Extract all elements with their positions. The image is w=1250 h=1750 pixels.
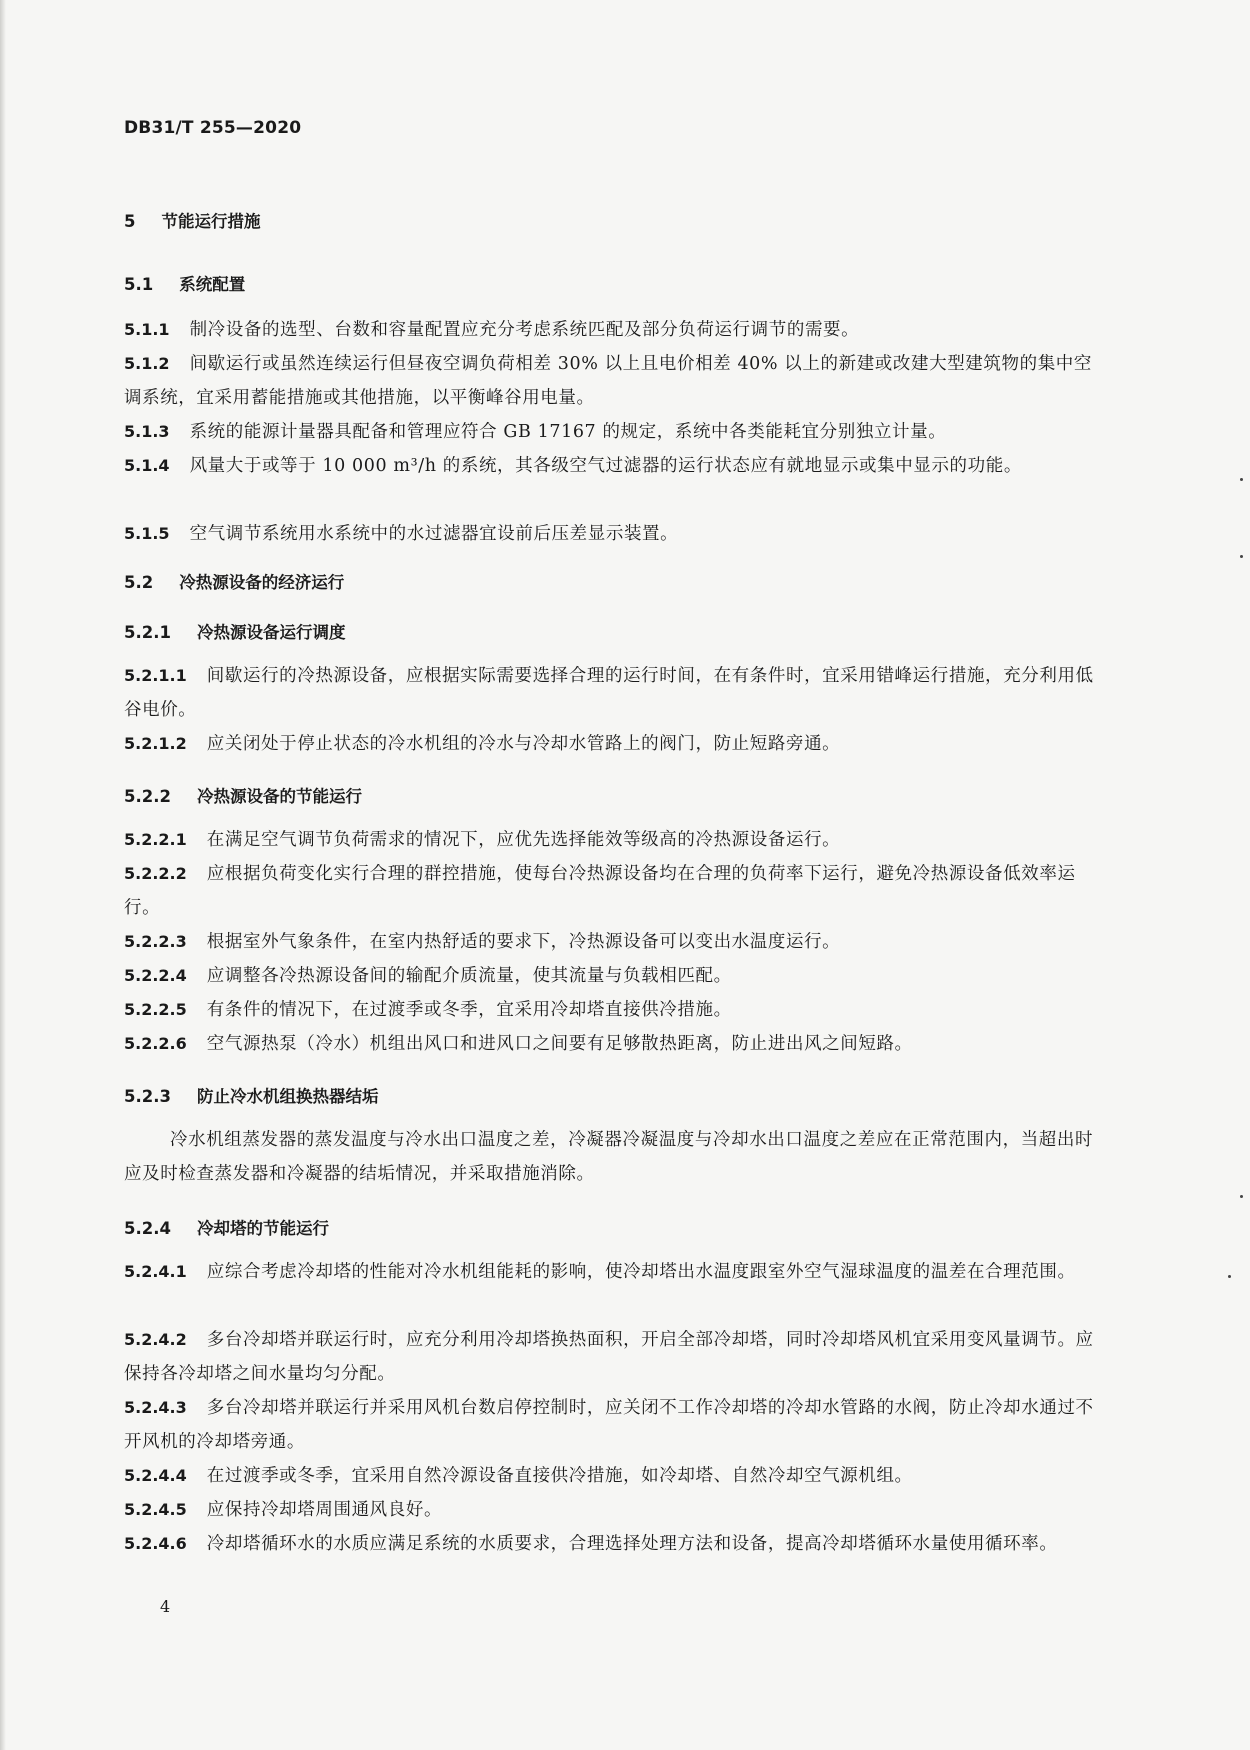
- section-number: 5.2.1: [124, 623, 171, 642]
- clause-5-2-4-2: [124, 1323, 1094, 1391]
- document-code: DB31/T 255—2020: [124, 118, 302, 138]
- scan-speck: [1240, 1195, 1243, 1198]
- scan-speck: [1228, 1275, 1231, 1278]
- clause-text: 冷却塔循环水的水质应满足系统的水质要求，合理选择处理方法和设备，提高冷却塔循环水量使用循环率。: [206, 1534, 1058, 1554]
- clause-number: 5.2.2.2: [124, 864, 187, 883]
- clause-5-1-5: [124, 517, 1094, 551]
- clause-5-2-2-4: [124, 959, 1094, 993]
- section-5-2-1-heading: [124, 619, 345, 643]
- clause-text: 应调整各冷热源设备间的输配介质流量，使其流量与负载相匹配。: [206, 966, 732, 986]
- section-title: 冷热源设备的节能运行: [196, 787, 362, 806]
- clause-5-2-4-6: [124, 1527, 1094, 1561]
- clause-5-2-2-2: [124, 857, 1094, 925]
- clause-number: 5.2.1.2: [124, 734, 187, 753]
- clause-number: 5.2.1.1: [124, 666, 187, 685]
- section-5-2-heading: [124, 569, 344, 593]
- section-5-heading: [124, 208, 260, 232]
- section-number: 5.2: [124, 573, 154, 592]
- section-number: 5.2.2: [124, 787, 171, 806]
- section-title: 节能运行措施: [161, 212, 261, 231]
- clause-number: 5.2.4.3: [124, 1398, 187, 1417]
- paragraph-5-2-3: 冷水机组蒸发器的蒸发温度与冷水出口温度之差，冷凝器冷凝温度与冷却水出口温度之差应在正常范围内，当超出时应及时检查蒸发器和冷凝器的结垢情况，并采取措施消除。: [124, 1130, 1094, 1184]
- clause-number: 5.1.4: [124, 456, 170, 475]
- clause-text: 空气源热泵（冷水）机组出风口和进风口之间要有足够散热距离，防止进出风之间短路。: [206, 1034, 913, 1054]
- clause-number: 5.2.2.6: [124, 1034, 187, 1053]
- section-title: 系统配置: [179, 275, 246, 294]
- clause-number: 5.2.4.1: [124, 1262, 187, 1281]
- clause-5-2-1-2: [124, 727, 1094, 761]
- clause-text: 系统的能源计量器具配备和管理应符合 GB 17167 的规定，系统中各类能耗宜分别独立计量。: [189, 422, 947, 442]
- clause-5-1-1: [124, 313, 1094, 347]
- clause-5-2-1-1: [124, 659, 1094, 727]
- clause-5-1-2: [124, 347, 1094, 415]
- clause-text: 在过渡季或冬季，宜采用自然冷源设备直接供冷措施，如冷却塔、自然冷却空气源机组。: [206, 1466, 913, 1486]
- section-5-2-4-heading: [124, 1215, 329, 1239]
- section-number: 5.2.4: [124, 1219, 171, 1238]
- clause-text: 有条件的情况下，在过渡季或冬季，宜采用冷却塔直接供冷措施。: [206, 1000, 732, 1020]
- clause-number: 5.1.1: [124, 320, 170, 339]
- clause-5-1-3: [124, 415, 1094, 449]
- clause-5-2-2-5: [124, 993, 1094, 1027]
- clause-number: 5.1.2: [124, 354, 170, 373]
- clause-text: 多台冷却塔并联运行并采用风机台数启停控制时，应关闭不工作冷却塔的冷却水管路的水阀，防止冷却水通过不开风机的冷却塔旁通。: [124, 1398, 1094, 1452]
- clause-text: 应保持冷却塔周围通风良好。: [206, 1500, 443, 1520]
- scan-speck: [1240, 555, 1243, 558]
- clause-number: 5.2.4.4: [124, 1466, 187, 1485]
- clause-number: 5.2.2.4: [124, 966, 187, 985]
- clause-5-2-2-1: [124, 823, 1094, 857]
- section-title: 冷热源设备的经济运行: [179, 573, 345, 592]
- section-number: 5: [124, 212, 136, 231]
- scan-speck: [1240, 478, 1243, 481]
- clause-number: 5.2.2.5: [124, 1000, 187, 1019]
- clause-text: 多台冷却塔并联运行时，应充分利用冷却塔换热面积，开启全部冷却塔，同时冷却塔风机宜采用变风量调节。应保持各冷却塔之间水量均匀分配。: [124, 1330, 1094, 1384]
- section-5-2-2-heading: [124, 783, 362, 807]
- clause-5-2-2-6: [124, 1027, 1094, 1061]
- section-number: 5.2.3: [124, 1087, 171, 1106]
- clause-text: 根据室外气象条件，在室内热舒适的要求下，冷热源设备可以变出水温度运行。: [206, 932, 841, 952]
- clause-number: 5.2.2.1: [124, 830, 187, 849]
- clause-5-1-4: [124, 449, 1094, 483]
- clause-5-2-4-5: [124, 1493, 1094, 1527]
- clause-number: 5.2.2.3: [124, 932, 187, 951]
- section-title: 冷热源设备运行调度: [196, 623, 346, 642]
- clause-5-2-4-1: [124, 1255, 1094, 1289]
- section-number: 5.1: [124, 275, 154, 294]
- scan-edge: [0, 0, 6, 1750]
- section-5-2-3-heading: [124, 1083, 378, 1107]
- clause-text: 应综合考虑冷却塔的性能对冷水机组能耗的影响，使冷却塔出水温度跟室外空气湿球温度的温差在合理范围。: [206, 1262, 1076, 1282]
- clause-text: 在满足空气调节负荷需求的情况下，应优先选择能效等级高的冷热源设备运行。: [206, 830, 841, 850]
- clause-text: 间歇运行或虽然连续运行但昼夜空调负荷相差 30% 以上且电价相差 40% 以上的新建或改建大型建筑物的集中空调系统，宜采用蓄能措施或其他措施，以平衡峰谷用电量。: [124, 354, 1093, 408]
- clause-text: 间歇运行的冷热源设备，应根据实际需要选择合理的运行时间，在有条件时，宜采用错峰运行措施，充分利用低谷电价。: [124, 666, 1094, 720]
- clause-text: 风量大于或等于 10 000 m³/h 的系统，其各级空气过滤器的运行状态应有就地显示或集中显示的功能。: [189, 456, 1022, 476]
- clause-number: 5.1.5: [124, 524, 170, 543]
- section-5-1-heading: [124, 271, 245, 295]
- clause-text: 应根据负荷变化实行合理的群控措施，使每台冷热源设备均在合理的负荷率下运行，避免冷热源设备低效率运行。: [124, 864, 1076, 918]
- clause-text: 应关闭处于停止状态的冷水机组的冷水与冷却水管路上的阀门，防止短路旁通。: [206, 734, 841, 754]
- clause-number: 5.2.4.6: [124, 1534, 187, 1553]
- clause-number: 5.2.4.5: [124, 1500, 187, 1519]
- clause-5-2-2-3: [124, 925, 1094, 959]
- clause-number: 5.1.3: [124, 422, 170, 441]
- clause-number: 5.2.4.2: [124, 1330, 187, 1349]
- clause-text: 制冷设备的选型、台数和容量配置应充分考虑系统匹配及部分负荷运行调节的需要。: [189, 320, 860, 340]
- clause-5-2-4-3: [124, 1391, 1094, 1459]
- clause-5-2-4-4: [124, 1459, 1094, 1493]
- section-title: 防止冷水机组换热器结垢: [196, 1087, 379, 1106]
- section-title: 冷却塔的节能运行: [196, 1219, 329, 1238]
- page-number: 4: [160, 1597, 171, 1616]
- clause-text: 空气调节系统用水系统中的水过滤器宜设前后压差显示装置。: [189, 524, 679, 544]
